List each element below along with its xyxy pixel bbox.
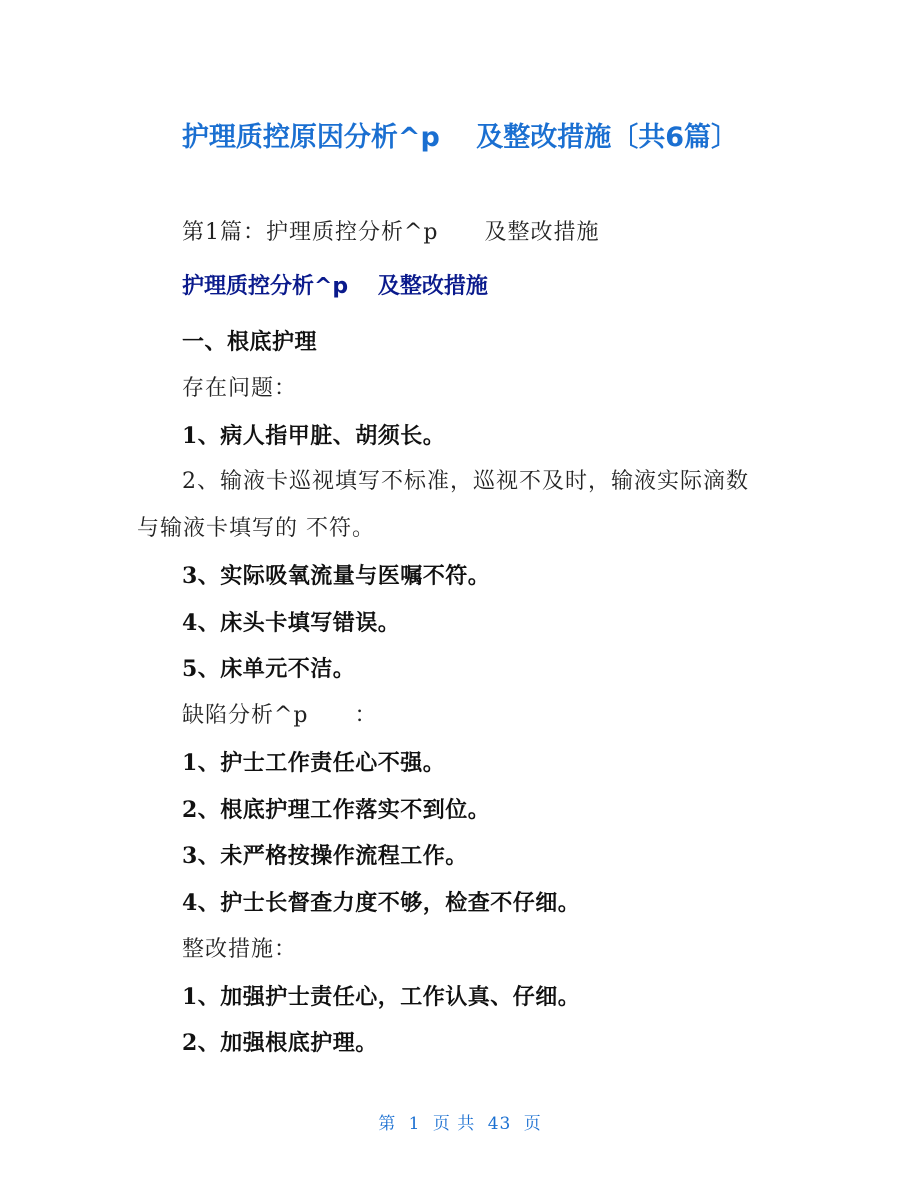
problems-label: 存在问题：	[182, 376, 298, 401]
measure-item: 2、加强根底护理。	[182, 1030, 378, 1056]
problem-item: 2、输液卡巡视填写不标准，巡视不及时，输液实际滴数	[182, 469, 749, 494]
footer-prefix: 第	[378, 1114, 397, 1134]
page-number: 1	[408, 1114, 421, 1134]
analysis-item: 1、护士工作责任心不强。	[182, 750, 446, 776]
problem-item: 3、实际吸氧流量与医嘱不符。	[182, 563, 491, 589]
section-label: 第1篇：护理质控分析^p 及整改措施	[182, 220, 600, 245]
analysis-label: 缺陷分析^p ：	[182, 703, 378, 728]
footer-suffix: 页	[523, 1114, 542, 1134]
section-heading: 护理质控分析^p 及整改措施	[182, 274, 488, 299]
subsection-title: 一、根底护理	[182, 329, 318, 355]
footer-mid: 页 共	[432, 1114, 476, 1134]
analysis-item: 3、未严格按操作流程工作。	[182, 843, 468, 869]
problem-item: 4、床头卡填写错误。	[182, 610, 401, 636]
page-footer	[0, 1112, 920, 1136]
analysis-item: 2、根底护理工作落实不到位。	[182, 797, 491, 823]
problem-item: 1、病人指甲脏、胡须长。	[182, 423, 446, 449]
page-total: 43	[487, 1114, 512, 1134]
problem-item-continuation: 与输液卡填写的 不符。	[137, 516, 375, 541]
measure-item: 1、加强护士责任心，工作认真、仔细。	[182, 984, 581, 1010]
document-title: 护理质控原因分析^p 及整改措施〔共6篇〕	[181, 122, 739, 153]
measures-label: 整改措施：	[182, 937, 298, 962]
analysis-item: 4、护士长督查力度不够，检查不仔细。	[182, 890, 581, 916]
problem-item: 5、床单元不洁。	[182, 656, 356, 682]
